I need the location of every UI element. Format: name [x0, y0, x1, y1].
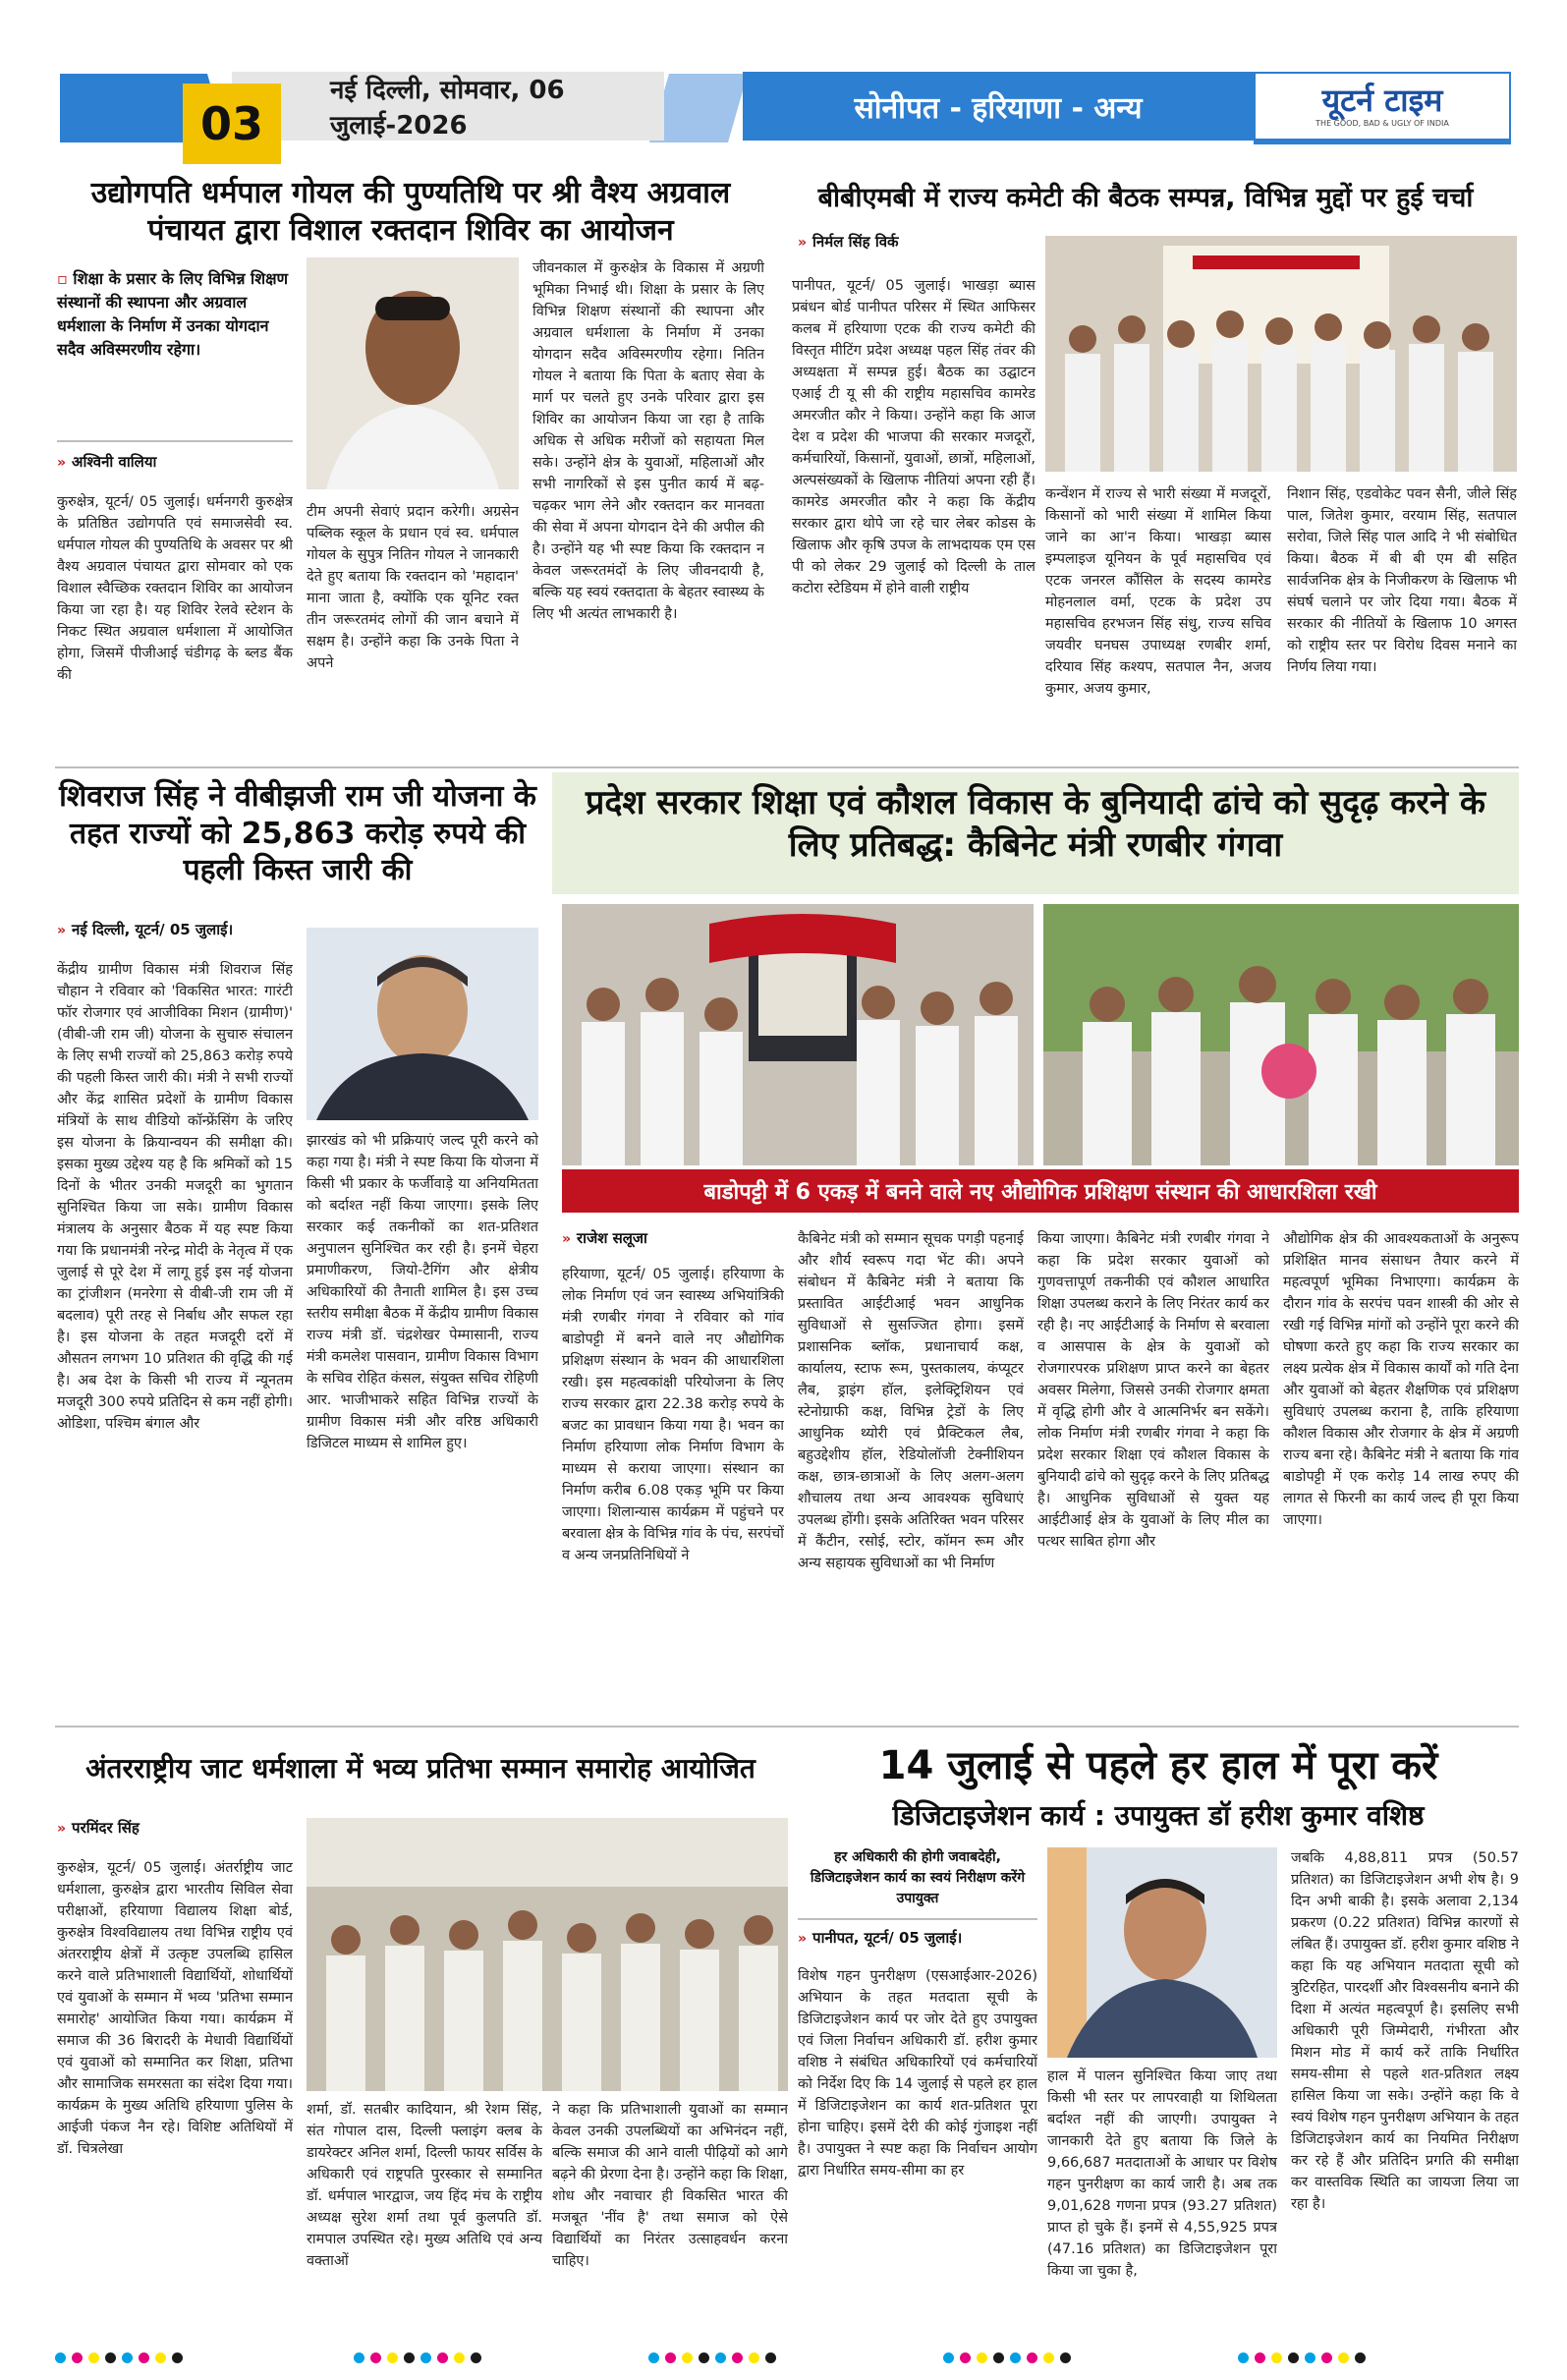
logo-underline	[1254, 141, 1511, 144]
registration-dot	[699, 2352, 709, 2363]
byline-marker-icon: »	[798, 1931, 808, 1947]
story6-byline	[798, 1928, 1037, 1948]
story4-byline-text: राजेश सलूजा	[577, 1229, 647, 1247]
story5-column-2: शर्मा, डॉ. सतबीर कादियान, श्री रेशम सिंह, संत गोपाल दास, दिल्ली फ्लाइंग क्लब के डायरेक्टर अनिल शर्मा, दिल्ली फायर सर्विस के अधिकारी एवं राष्ट्रपति पुरस्कार से सम्मानित डॉ. धर्मपाल भारद्वाज, जय हिंद मंच के राष्ट्रीय अध्यक्ष सुरेश शर्मा तथा पूर्व कुलपति डॉ. रामपाल उपस्थित रहे। मुख्य अतिथि एवं अन्य वक्ताओं	[307, 2102, 542, 2269]
registration-dot	[765, 2352, 776, 2363]
registration-dot	[437, 2352, 448, 2363]
story1-headline: उद्योगपति धर्मपाल गोयल की पुण्यतिथि पर श्री वैश्य अग्रवाल पंचायत द्वारा विशाल रक्तदान शिविर का आयोजन	[90, 176, 731, 248]
story4-column-1: हरियाणा, यूटर्न/ 05 जुलाई। हरियाणा के लोक निर्माण एवं जन स्वास्थ्य अभियांत्रिकी मंत्री रणबीर गंगवा ने रविवार को गांव बाडोपट्टी में बनने वाले नए औद्योगिक प्रशिक्षण संस्थान के भवन की आधारशिला रखी। इस महत्वकांक्षी परियोजना के लिए राज्य सरकार द्वारा 22.38 करोड़ रुपये के बजट का प्रावधान किया गया है। भवन का निर्माण हरियाणा लोक निर्माण विभाग के माध्यम से कराया जाएगा। संस्थान का निर्माण करीब 6.08 एकड़ भूमि पर किया जाएगा। शिलान्यास कार्यक्रम में पहुंचने पर बरवाला क्षेत्र के विभिन्न गांव के पंच, सरपंचों व अन्य जनप्रतिनिधियों ने	[562, 1267, 784, 1563]
registration-dot	[682, 2352, 693, 2363]
story5-column-1: कुरुक्षेत्र, यूटर्न/ 05 जुलाई। अंतर्राष्ट्रीय जाट धर्मशाला, कुरुक्षेत्र द्वारा भारतीय सिविल सेवा परीक्षाओं, हरियाणा विद्यालय शिक्षा बोर्ड, कुरुक्षेत्र विश्वविद्यालय तथा विभिन्न राष्ट्रीय एवं अंतरराष्ट्रीय क्षेत्रों में उत्कृष्ट उपलब्धि हासिल करने वाले प्रतिभाशाली विद्यार्थियों, शोधार्थियों एवं युवाओं के सम्मान में भव्य 'प्रतिभा सम्मान समारोह' आयोजित किया गया। कार्यक्रम में समाज की 36 बिरादरी के मेधावी विद्यार्थियों एवं युवाओं को सम्मानित कर शिक्षा, प्रतिभा और सामाजिक समरसता का संदेश दिया गया। कार्यक्रम के मुख्य अतिथि हरियाणा पुलिस के आईजी पंकज नैन रहे। विशिष्ट अतिथियों में डॉ. चित्रलेखा	[57, 1860, 293, 2157]
story6-subheadline: डिजिटाइजेशन कार्य : उपायुक्त डॉ हरीश कुमार वशिष्ठ	[892, 1799, 1425, 1832]
story1-byline-text: अश्विनी वालिया	[72, 453, 157, 471]
logo-text: यूटर्न टाइम	[1321, 82, 1443, 119]
story6-pullquote: हर अधिकारी की होगी जवाबदेही, डिजिटाइजेशन कार्य का स्वयं निरीक्षण करेंगे उपायुक्त	[810, 1849, 1026, 1906]
registration-dot	[665, 2352, 676, 2363]
registration-dot	[105, 2352, 116, 2363]
byline-marker-icon: »	[57, 923, 67, 938]
registration-dot	[749, 2352, 759, 2363]
story4-photo-foundation-stone	[562, 904, 1034, 1165]
byline-marker-icon: »	[562, 1231, 572, 1247]
square-bullet-icon: ▫	[57, 269, 68, 288]
story2-column-2: कन्वेंशन में राज्य से भारी संख्या में मजदूरों, किसानों को भारी संख्या में शामिल किया जाने का आ'न किया। भाखड़ा ब्यास इम्पलाइज यूनियन के पूर्व महासचिव एवं एटक जनरल कौंसिल के सदस्य कामरेड मोहनलाल वर्मा, एटक के प्रदेश उप महासचिव हरभजन सिंह संधु, राज्य सचिव जयवीर घनघस उपाध्यक्ष रणबीर शर्मा, दरियाव सिंह कश्यप, सतपाल नैन, अजय कुमार, अजय कुमार,	[1045, 486, 1271, 697]
story5-byline-text: परमिंदर सिंह	[72, 1819, 140, 1837]
registration-dot	[122, 2352, 133, 2363]
registration-marks-3	[648, 2352, 776, 2363]
registration-marks-1	[55, 2352, 183, 2363]
registration-dot	[1060, 2352, 1071, 2363]
registration-marks-5	[1238, 2352, 1366, 2363]
registration-dot	[55, 2352, 66, 2363]
registration-marks-4	[943, 2352, 1071, 2363]
registration-dot	[387, 2352, 398, 2363]
story2-column-1: पानीपत, यूटर्न/ 05 जुलाई। भाखड़ा ब्यास प्रबंधन बोर्ड पानीपत परिसर में स्थित आफिसर कलब में हरियाणा एटक की राज्य कमेटी की विस्तृत मीटिंग प्रदेश अध्यक्ष पहल सिंह तंवर की अध्यक्षता में सम्पन्न हुई। बैठक का उद्घाटन एआई टी यू सी की राष्ट्रीय महासचिव कामरेड अमरजीत कौर ने किया। उन्होंने कहा कि आज देश व प्रदेश की भाजपा की सरकार मजदूरों, कर्मचारियों, किसानों, युवाओं, छात्रों, महिलाओं, अल्पसंख्यकों के खिलाफ नीतियां अपना रही हैं। कामरेड अमरजीत कौर ने कहा कि केंद्रीय सरकार द्वारा थोपे जा रहे चार लेबर कोडस के खिलाफ और कृषि उपज के लाभदायक एम एस पी को लेकर 29 जुलाई को दिल्ली के ताल कटोरा स्टेडियम में होने वाली राष्ट्रीय	[792, 278, 1035, 596]
story3-column-1: केंद्रीय ग्रामीण विकास मंत्री शिवराज सिंह चौहान ने रविवार को 'विकसित भारत: गारंटी फॉर रोजगार एवं आजीविका मिशन (ग्रामीण)' (वीबी-जी राम जी) योजना के सुचारु संचालन के लिए सभी राज्यों को 25,863 करोड़ रुपये की पहली किस्त जारी की। मंत्री ने सभी राज्यों और केंद्र शासित प्रदेशों के ग्रामीण विकास मंत्रियों के साथ वीडियो कॉन्फ्रेंसिंग के जरिए इस योजना के क्रियान्वयन की समीक्षा की। इसका मुख्य उद्देश्य यह है कि श्रमिकों को 15 दिनों के भीतर उनकी मजदूरी का भुगतान सुनिश्चित किया जा सके। ग्रामीण विकास मंत्रालय के अनुसार बैठक में यह स्पष्ट किया गया कि प्रधानमंत्री नरेन्द्र मोदी के नेतृत्व में एक जुलाई से पूरे देश में लागू हुई इस नई योजना का ट्रांजीशन (मनरेगा से वीबी-जी राम जी में बदलाव) पूरी तरह से निर्बाध और सफल रहा है। इस योजना के तहत मजदूरी दरों में औसतन लगभग 10 प्रतिशत की वृद्धि की गई है। अब देश के किसी भी राज्य में न्यूनतम मजदूरी 300 रुपये प्रतिदिन से कम नहीं होगी। ओडिशा, पश्चिम बंगाल और	[57, 962, 293, 1432]
story1-column-1: कुरुक्षेत्र, यूटर्न/ 05 जुलाई। धर्मनगरी कुरुक्षेत्र के प्रतिष्ठित उद्योगपति एवं समाजसेवी स्व. धर्मपाल गोयल की पुण्यतिथि के अवसर पर श्री वैश्य अग्रवाल पंचायत द्वारा सोमवार को एक विशाल स्वैच्छिक रक्तदान शिविर का आयोजन किया जा रहा है। यह शिविर रेलवे स्टेशन के निकट स्थित अग्रवाल धर्मशाला में आयोजित होगा, जिसमें पीजीआई चंडीगढ़ के ब्लड बैंक की	[57, 494, 293, 683]
registration-dot	[354, 2352, 364, 2363]
registration-dot	[471, 2352, 481, 2363]
registration-dot	[404, 2352, 415, 2363]
registration-dot	[715, 2352, 726, 2363]
story6-column-3: जबकि 4,88,811 प्रपत्र (50.57 प्रतिशत) का डिजिटाइजेशन अभी शेष है। 9 दिन अभी बाकी है। इसके अलावा 2,134 प्रकरण (0.22 प्रतिशत) विभिन्न कारणों से लंबित हैं। उपायुक्त डॉ. हरीश कुमार वशिष्ठ ने कहा कि यह अभियान मतदाता सूची को त्रुटिरहित, पारदर्शी और विश्वसनीय बनाने की दिशा में अत्यंत महत्वपूर्ण है। इसलिए सभी अधिकारी पूरी जिम्मेदारी, गंभीरता और मिशन मोड में कार्य करें ताकि निर्धारित समय-सीमा से पहले शत-प्रतिशत लक्ष्य हासिल किया जा सके। उन्होंने कहा कि वे स्वयं विशेष गहन पुनरीक्षण अभियान के तहत डिजिटाइजेशन कार्य का नियमित निरीक्षण कर रहे हैं और प्रतिदिन प्रगति की समीक्षा कर वास्तविक स्थिति का जायजा लिया जा रहा है।	[1291, 1850, 1519, 2212]
story6-column-1: विशेष गहन पुनरीक्षण (एसआईआर-2026) अभियान के तहत मतदाता सूची के डिजिटाइजेशन कार्य पर जोर देते हुए उपायुक्त एवं जिला निर्वाचन अधिकारी डॉ. हरीश कुमार वशिष्ठ ने संबंधित अधिकारियों एवं कर्मचारियों को निर्देश दिए कि 14 जुलाई से पहले हर हाल में डिजिटाइजेशन का कार्य शत-प्रतिशत पूरा होना चाहिए। इसमें देरी की कोई गुंजाइश नहीं है। उपायुक्त ने स्पष्ट कहा कि निर्वाचन आयोग द्वारा निर्धारित समय-सीमा का हर	[798, 1968, 1037, 2179]
registration-dot	[420, 2352, 431, 2363]
story3-portrait-photo	[307, 928, 538, 1120]
registration-dot	[1043, 2352, 1054, 2363]
registration-dot	[1010, 2352, 1021, 2363]
story2-headline: बीबीएमबी में राज्य कमेटी की बैठक सम्पन्न, विभिन्न मुद्दों पर हुई चर्चा	[817, 183, 1474, 213]
registration-dot	[1305, 2352, 1315, 2363]
byline-marker-icon: »	[57, 1821, 67, 1837]
story6-byline-text: पानीपत, यूटर्न/ 05 जुलाई।	[812, 1929, 963, 1947]
story1-pullquote	[57, 267, 293, 362]
story4-headline: प्रदेश सरकार शिक्षा एवं कौशल विकास के बुनियादी ढांचे को सुदृढ़ करने के लिए प्रतिबद्ध: कैबिनेट मंत्री रणबीर गंगवा	[585, 783, 1486, 865]
story3-byline	[57, 920, 312, 939]
registration-dot	[1255, 2352, 1265, 2363]
story5-column-3: ने कहा कि प्रतिभाशाली युवाओं का सम्मान केवल उनकी उपलब्धियों का अभिनंदन नहीं, बल्कि समाज की आने वाली पीढ़ियों को आगे बढ़ने की प्रेरणा देना है। उन्होंने कहा कि शिक्षा, शोध और नवाचार ही विकसित भारत की मजबूत 'नींव है' तथा समाज को ऐसे विद्यार्थियों का निरंतर उत्साहवर्धन करना चाहिए।	[552, 2102, 788, 2269]
registration-dot	[1027, 2352, 1037, 2363]
registration-dot	[139, 2352, 149, 2363]
section-title: सोनीपत - हरियाणा - अन्य	[743, 72, 1254, 141]
registration-dot	[977, 2352, 987, 2363]
registration-dot	[1288, 2352, 1299, 2363]
story3-column-2: झारखंड को भी प्रक्रियाएं जल्द पूरी करने को कहा गया है। मंत्री ने स्पष्ट किया कि योजना में किसी भी प्रकार के फर्जीवाड़े या अनियमितता को बर्दाश्त नहीं किया जाएगा। इसके लिए सरकार कई तकनीकों का शत-प्रतिशत अनुपालन सुनिश्चित कर रही है। इनमें चेहरा प्रमाणीकरण, जियो-टैगिंग और क्षेत्रीय अधिकारियों की तैनाती शामिल है। इस उच्च स्तरीय समीक्षा बैठक में केंद्रीय ग्रामीण विकास राज्य मंत्री डॉ. चंद्रशेखर पेम्मासानी, राज्य मंत्री कमलेश पासवान, ग्रामीण विकास विभाग के सचिव रोहित कंसल, संयुक्त सचिव रोहिणी आर. भाजीभाकरे सहित विभिन्न राज्यों के ग्रामीण विकास मंत्री और वरिष्ठ अधिकारी डिजिटल माध्यम से शामिल हुए।	[307, 1133, 538, 1451]
story4-byline	[562, 1228, 778, 1248]
story1-column-3: जीवनकाल में कुरुक्षेत्र के विकास में अग्रणी भूमिका निभाई थी। शिक्षा के प्रसार के लिए विभिन्न शिक्षण संस्थानों की स्थापना और अग्रवाल धर्मशाला के निर्माण में उनका योगदान सदैव अविस्मरणीय रहेगा। नितिन गोयल ने बताया कि पिता के बताए सेवा के मार्ग पर चलते हुए उनके परिवार द्वारा इस शिविर का आयोजन किया जा रहा है ताकि अधिक से अधिक मरीजों को सहायता मिल सके। उन्होंने क्षेत्र के युवाओं, महिलाओं और सभी नागरिकों से इस पुनीत कार्य में बढ़-चढ़कर भाग लेने और रक्तदान कर मानवता की सेवा में अपना योगदान देने की अपील की है। उन्होंने यह भी स्पष्ट किया कि रक्तदान न केवल जरूरतमंदों के लिए जीवनदायी है, बल्कि यह स्वयं रक्तदाता के बेहतर स्वास्थ्य के लिए भी अत्यंत लाभकारी है।	[532, 260, 764, 622]
story6-officer-photo	[1047, 1847, 1277, 2058]
story4-column-4: औद्योगिक क्षेत्र की आवश्यकताओं के अनुरूप प्रशिक्षित मानव संसाधन तैयार करने में महत्वपूर्ण भूमिका निभाएगा। कार्यक्रम के दौरान गांव के सरपंच पवन शास्त्री की ओर से रखी गई विभिन्न मांगों को उन्होंने पूरा करने की घोषणा करते हुए कहा कि राज्य सरकार का लक्ष्य प्रत्येक क्षेत्र में विकास कार्यों को गति देना और युवाओं को बेहतर शैक्षणिक एवं प्रशिक्षण सुविधाएं उपलब्ध कराना है, ताकि हरियाणा कौशल विकास और रोजगार के क्षेत्र में अग्रणी राज्य बना रहे। कैबिनेट मंत्री ने बताया कि गांव बाडोपट्टी में एक करोड़ 14 लाख रुपए की लागत से फिरनी का कार्य जल्द ही पूरा किया जाएगा।	[1283, 1231, 1519, 1528]
registration-dot	[943, 2352, 954, 2363]
story1-pullquote-text: शिक्षा के प्रसार के लिए विभिन्न शिक्षण संस्थानों की स्थापना और अग्रवाल धर्मशाला के निर्माण में उनका योगदान सदैव अविस्मरणीय रहेगा।	[57, 269, 289, 359]
registration-dot	[72, 2352, 83, 2363]
registration-dot	[370, 2352, 381, 2363]
story4-column-3: किया जाएगा। कैबिनेट मंत्री रणबीर गंगवा ने कहा कि प्रदेश सरकार युवाओं को गुणवत्तापूर्ण तकनीकी एवं कौशल आधारित शिक्षा उपलब्ध कराने के लिए निरंतर कार्य कर रही है। नए आईटीआई के निर्माण से बरवाला व आसपास के क्षेत्र के युवाओं को रोजगारपरक प्रशिक्षण प्राप्त करने का बेहतर अवसर मिलेगा, जिससे उनकी रोजगार क्षमता में वृद्धि होगी और वे आत्मनिर्भर बन सकेंगे। लोक निर्माण मंत्री रणबीर गंगवा ने कहा कि प्रदेश सरकार शिक्षा एवं कौशल विकास के बुनियादी ढांचे को सुदृढ़ करने के लिए प्रतिबद्ध है। आधुनिक सुविधाओं से युक्त यह आईटीआई क्षेत्र के युवाओं के लिए मील का पत्थर साबित होगा और	[1037, 1231, 1269, 1550]
registration-dot	[732, 2352, 743, 2363]
story5-headline: अंतरराष्ट्रीय जाट धर्मशाला में भव्य प्रतिभा सम्मान समारोह आयोजित	[85, 1752, 756, 1785]
registration-dot	[454, 2352, 465, 2363]
masthead-logo	[1254, 72, 1511, 141]
divider	[57, 440, 293, 442]
story3-headline: शिवराज सिंह ने वीबीझजी राम जी योजना के तहत राज्यों को 25,863 करोड़ रुपये की पहली किस्त जारी की	[59, 779, 536, 887]
logo-tagline: THE GOOD, BAD & UGLY OF INDIA	[1315, 119, 1449, 128]
story4-photo-caption: बाडोपट्टी में 6 एकड़ में बनने वाले नए औद्योगिक प्रशिक्षण संस्थान की आधारशिला रखी	[562, 1169, 1519, 1213]
story6-column-2: हाल में पालन सुनिश्चित किया जाए तथा किसी भी स्तर पर लापरवाही या शिथिलता बर्दाश्त नहीं की जाएगी। उपायुक्त ने जानकारी देते हुए बताया कि जिले के 9,66,687 मतदाताओं के आधार पर विशेष गहन पुनरीक्षण का कार्य जारी है। अब तक 9,01,628 गणना प्रपत्र (93.27 प्रतिशत) प्राप्त हो चुके हैं। इनमें से 4,55,925 प्रपत्र (47.16 प्रतिशत) का डिजिटाइजेशन पूरा किया जा चुका है,	[1047, 2068, 1277, 2279]
story1-portrait-photo	[307, 257, 519, 489]
byline-marker-icon: »	[798, 235, 808, 251]
story2-column-3: निशान सिंह, एडवोकेट पवन सैनी, जीले सिंह पाल, जितेश कुमार, वरयाम सिंह, सतपाल सरोवा, जिले सिंह पाल आदि ने भी संबोधित किया। बैठक में बी बी एम बी सहित सार्वजनिक क्षेत्र के निजीकरण के खिलाफ भी संघर्ष चलाने पर जोर दिया गया। बैठक में सरकार की नीतियों के खिलाफ 10 अगस्त को राष्ट्रीय स्तर पर विरोध दिवस मनाने का निर्णय लिया गया।	[1287, 486, 1517, 675]
section-divider	[55, 766, 1519, 768]
story6-headline: 14 जुलाई से पहले हर हाल में पूरा करें	[878, 1743, 1438, 1788]
registration-dot	[1238, 2352, 1249, 2363]
section-divider	[55, 1726, 1519, 1728]
page-header	[55, 64, 1519, 162]
story5-event-photo	[307, 1818, 788, 2091]
registration-dot	[993, 2352, 1004, 2363]
byline-marker-icon: »	[57, 455, 67, 471]
registration-dot	[1338, 2352, 1349, 2363]
registration-dot	[960, 2352, 971, 2363]
registration-dot	[88, 2352, 99, 2363]
divider	[798, 1918, 1037, 1920]
story1-byline	[57, 452, 293, 472]
registration-marks-2	[354, 2352, 481, 2363]
registration-dot	[155, 2352, 166, 2363]
page-number: 03	[183, 84, 281, 164]
registration-dot	[648, 2352, 659, 2363]
story2-meeting-photo	[1045, 236, 1517, 472]
registration-dot	[1321, 2352, 1332, 2363]
story4-column-2: कैबिनेट मंत्री को सम्मान सूचक पगड़ी पहनाई और शौर्य स्वरूप गदा भेंट की। अपने संबोधन में कैबिनेट मंत्री ने बताया कि प्रस्तावित आईटीआई भवन आधुनिक सुविधाओं से सुसज्जित होगा। इसमें प्रशासनिक ब्लॉक, प्रधानाचार्य कक्ष, कार्यालय, स्टाफ रूम, पुस्तकालय, कंप्यूटर लैब, ड्राइंग हॉल, इलेक्ट्रिशियन एवं स्टेनोग्राफी कक्ष, विभिन्न ट्रेडों के लिए आधुनिक थ्योरी एवं प्रैक्टिकल लैब, बहुउद्देशीय हॉल, रेडियोलॉजी टेक्नीशियन कक्ष, छात्र-छात्राओं के लिए अलग-अलग शौचालय तथा अन्य आवश्यक सुविधाएं उपलब्ध होंगी। इसके अतिरिक्त भवन परिसर में कैंटीन, रसोई, स्टोर, कॉमन रूम और अन्य सहायक सुविधाओं का भी निर्माण	[798, 1231, 1024, 1571]
story3-byline-text: नई दिल्ली, यूटर्न/ 05 जुलाई।	[72, 921, 234, 938]
story5-byline	[57, 1818, 293, 1838]
story1-column-2: टीम अपनी सेवाएं प्रदान करेगी। अग्रसेन पब्लिक स्कूल के प्रधान एवं स्व. धर्मपाल गोयल के सुपुत्र नितिन गोयल ने जानकारी देते हुए बताया कि रक्तदान को 'महादान' माना जाता है, क्योंकि एक यूनिट रक्त तीन जरूरतमंद लोगों की जान बचाने में सक्षम है। उन्होंने कहा कि उनके पिता ने अपने	[307, 504, 519, 671]
registration-dot	[1271, 2352, 1282, 2363]
registration-dot	[172, 2352, 183, 2363]
story2-byline	[798, 232, 1034, 252]
registration-dot	[1355, 2352, 1366, 2363]
story2-byline-text: निर्मल सिंह विर्क	[812, 233, 899, 251]
story4-photo-welcome	[1043, 904, 1519, 1165]
dateline: नई दिल्ली, सोमवार, 06 जुलाई-2026	[232, 72, 664, 141]
